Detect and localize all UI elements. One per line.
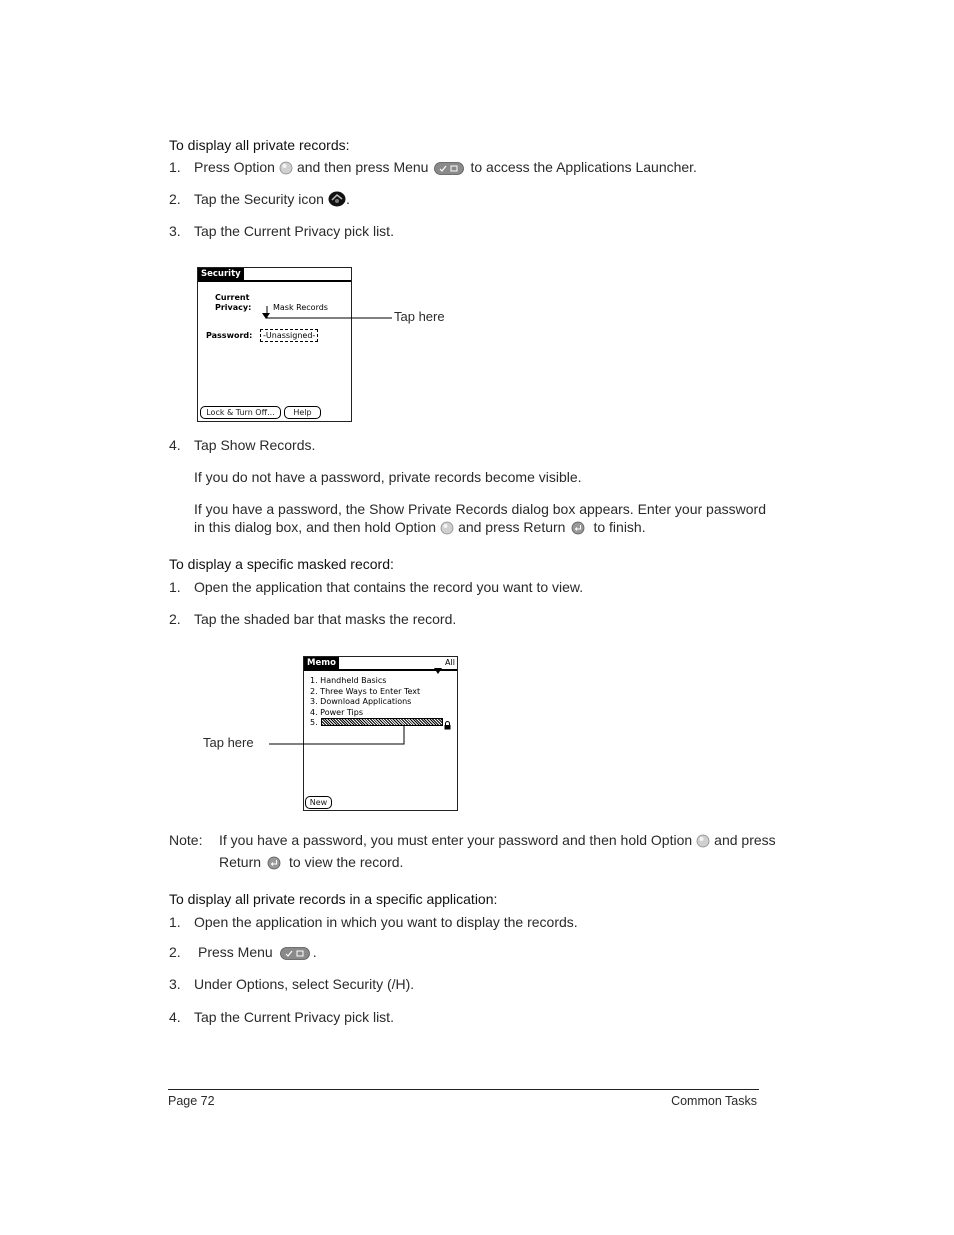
step-1-open-app-records: 1. Open the application in which you want to display the records. [169, 914, 578, 930]
note-line2: Return to view the record. [219, 854, 403, 873]
callout-tap-here-masked: Tap here [203, 735, 254, 750]
paragraph-password-line2: in this dialog box, and then hold Option and press Return to finish. [194, 519, 646, 538]
footer-page-number: Page 72 [168, 1094, 215, 1108]
privacy-label: Privacy: [215, 303, 252, 312]
option-button-icon [440, 521, 454, 538]
step-3-tap-privacy: 3. Tap the Current Privacy pick list. [169, 223, 394, 239]
return-button-icon [571, 521, 585, 538]
list-item[interactable]: 3. Download Applications [310, 697, 412, 706]
callout-line-masked [265, 720, 410, 750]
lock-turn-off-button[interactable]: Lock & Turn Off... [200, 406, 281, 419]
password-label: Password: [206, 331, 253, 340]
category-picklist[interactable]: All [445, 658, 455, 667]
step-1-open-application: 1. Open the application that contains the record you want to view. [169, 579, 584, 595]
step-2-tap-security: 2. Tap the Security icon . [169, 191, 350, 210]
menu-button-icon [434, 162, 464, 178]
callout-line-privacy [260, 300, 395, 325]
security-title-bar [198, 268, 351, 282]
option-button-icon [279, 161, 293, 178]
step-4-tap-privacy-list: 4. Tap the Current Privacy pick list. [169, 1009, 394, 1025]
option-button-icon [696, 834, 710, 851]
section-heading-masked-record: To display a specific masked record: [169, 556, 394, 572]
privacy-picklist[interactable]: Mask Records [273, 303, 328, 312]
section-heading-specific-application: To display all private records in a specific application: [169, 891, 498, 907]
password-field[interactable]: -Unassigned- [260, 329, 318, 342]
note-line1: If you have a password, you must enter your password and then hold Option and press [219, 832, 776, 851]
list-item[interactable]: 5. [310, 718, 318, 727]
footer-section-name: Common Tasks [671, 1094, 757, 1108]
memo-title: Memo [304, 657, 339, 669]
paragraph-no-password: If you do not have a password, private records become visible. [194, 469, 582, 485]
return-button-icon [267, 856, 281, 873]
step-4-tap-show-records: 4. Tap Show Records. [169, 437, 316, 453]
lock-icon [444, 717, 451, 735]
section-heading-all-private: To display all private records: [169, 137, 350, 153]
help-button[interactable]: Help [284, 406, 321, 419]
list-item[interactable]: 1. Handheld Basics [310, 676, 387, 685]
step-1-press-option: 1. Press Option and then press Menu to access the Applications Launcher. [169, 159, 697, 178]
callout-tap-here-privacy: Tap here [394, 309, 445, 324]
step-3-select-security: 3. Under Options, select Security (/H). [169, 976, 415, 992]
security-title: Security [198, 268, 244, 280]
paragraph-password-line1: If you have a password, the Show Private Records dialog box appears. Enter your password [194, 501, 766, 517]
step-2-tap-shaded-bar: 2. Tap the shaded bar that masks the record. [169, 611, 457, 627]
current-label: Current [215, 293, 250, 302]
list-item[interactable]: 2. Three Ways to Enter Text [310, 686, 421, 696]
new-memo-button[interactable]: New [305, 796, 332, 809]
footer-rule [168, 1089, 759, 1090]
step-2-press-menu: 2. Press Menu . [169, 944, 317, 963]
security-screen [197, 267, 352, 422]
menu-button-icon [280, 947, 310, 963]
dropdown-triangle-icon[interactable] [434, 661, 442, 679]
list-item[interactable]: 4. Power Tips [310, 707, 364, 717]
note-label: Note: [169, 832, 203, 848]
security-app-icon [328, 191, 346, 210]
